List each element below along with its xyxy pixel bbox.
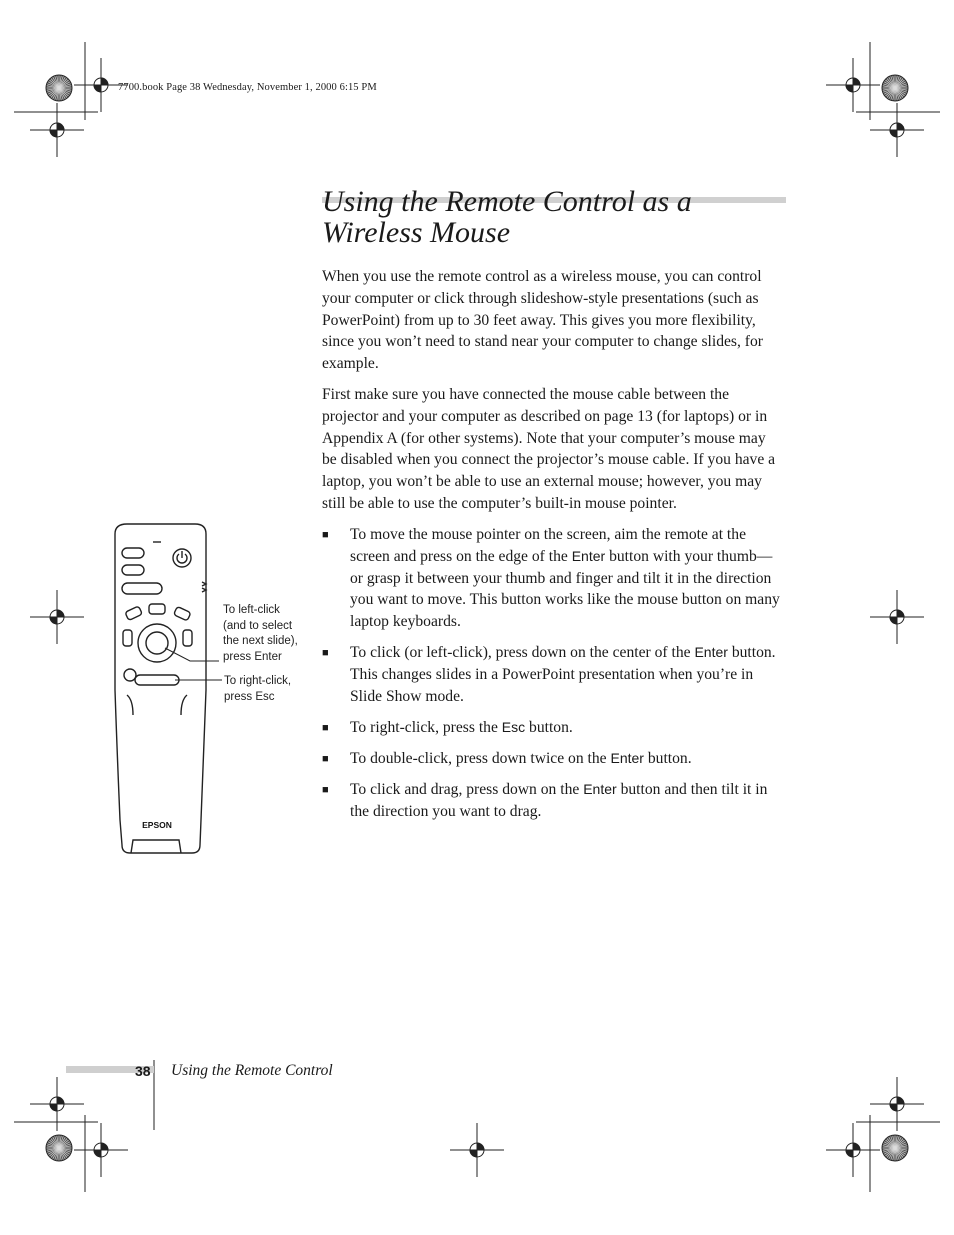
color-starburst-icon xyxy=(46,1135,72,1161)
key-label: Enter xyxy=(694,644,728,661)
file-info-header: 7700.book Page 38 Wednesday, November 1, 2000 6:15 PM xyxy=(118,82,377,93)
bullet-square-icon: ■ xyxy=(322,752,329,765)
remote-button xyxy=(123,630,132,646)
remote-button xyxy=(122,583,162,594)
remote-end-cap xyxy=(131,840,181,853)
page-number: 38 xyxy=(135,1063,151,1079)
bullet-square-icon: ■ xyxy=(322,721,329,734)
list-item: ■ To double-click, press down twice on the Enter button. xyxy=(322,748,784,770)
registration-crosshair-icon xyxy=(30,590,84,644)
remote-button xyxy=(122,548,144,558)
list-item: ■ To move the mouse pointer on the screen, aim the remote at the screen and press on the edge of the Enter button with your thumb—or grasp it between your thumb and finger and tilt it in the direction you want to move. This button works like the mouse button on many laptop keyboards. xyxy=(322,526,780,631)
bullet-square-icon: ■ xyxy=(322,529,329,541)
registration-crosshair-icon xyxy=(870,1077,924,1131)
registration-crosshair-icon xyxy=(870,590,924,644)
small-round-button xyxy=(124,669,136,681)
key-label: Enter xyxy=(610,749,644,766)
callout-leader-lines xyxy=(150,630,230,690)
enter-callout: To left-click (and to select the next slide), press Enter xyxy=(223,604,298,663)
color-starburst-icon xyxy=(46,75,72,101)
registration-crosshair-icon xyxy=(30,1077,84,1131)
key-label: Enter xyxy=(583,780,617,797)
page-title: Using the Remote Control as a Wireless Mouse xyxy=(322,185,692,249)
remote-button xyxy=(149,604,165,614)
grip-line xyxy=(127,695,187,715)
intro-paragraph: When you use the remote control as a wireless mouse, you can control your computer or click through slideshow-style presentations (such as PowerPoint) from up to 30 feet away. This gives you more flexibility, since you won’t need to stand near your computer to change slides, for example. xyxy=(322,268,763,373)
esc-callout: To right-click, press Esc xyxy=(224,675,292,703)
list-item: ■ To right-click, press the Esc button. xyxy=(322,717,784,739)
registration-crosshair-icon xyxy=(450,1123,504,1177)
key-label: Esc xyxy=(501,718,526,735)
setup-paragraph: First make sure you have connected the mouse cable between the projector and your computer as described on page 13 (for laptops) or in Appendix A (for other systems). Note that your computer’s mouse may be disabled when you connect the projector’s mouse cable. If you have a laptop, you won’t be able to use an external mouse; however, you may still be able to use the computer’s built-in mouse pointer. xyxy=(322,386,776,512)
registration-crosshair-icon xyxy=(870,103,924,157)
registration-crosshair-icon xyxy=(30,103,84,157)
color-starburst-icon xyxy=(882,75,908,101)
list-item: ■ To click (or left-click), press down on the center of the Enter button. This changes slides in a PowerPoint presentation when you’re in Slide Show mode. xyxy=(322,644,776,705)
registration-crosshair-icon xyxy=(826,58,880,112)
list-item: ■ To click and drag, press down on the Enter button and then tilt it in the direction you want to drag. xyxy=(322,780,768,820)
registration-crosshair-icon xyxy=(826,1123,880,1177)
remote-button xyxy=(122,565,144,575)
running-footer-title: Using the Remote Control xyxy=(171,1062,333,1079)
remote-button xyxy=(174,606,191,620)
remote-control-illustration xyxy=(105,520,230,860)
key-label: Enter xyxy=(571,547,606,564)
bullet-square-icon: ■ xyxy=(322,783,329,796)
bullet-square-icon: ■ xyxy=(322,647,329,660)
remote-button xyxy=(125,606,142,620)
color-starburst-icon xyxy=(882,1135,908,1161)
power-icon xyxy=(177,551,187,563)
registration-crosshair-icon xyxy=(74,1123,128,1177)
instruction-list xyxy=(322,524,784,832)
remote-brand-label: EPSON xyxy=(142,820,172,830)
